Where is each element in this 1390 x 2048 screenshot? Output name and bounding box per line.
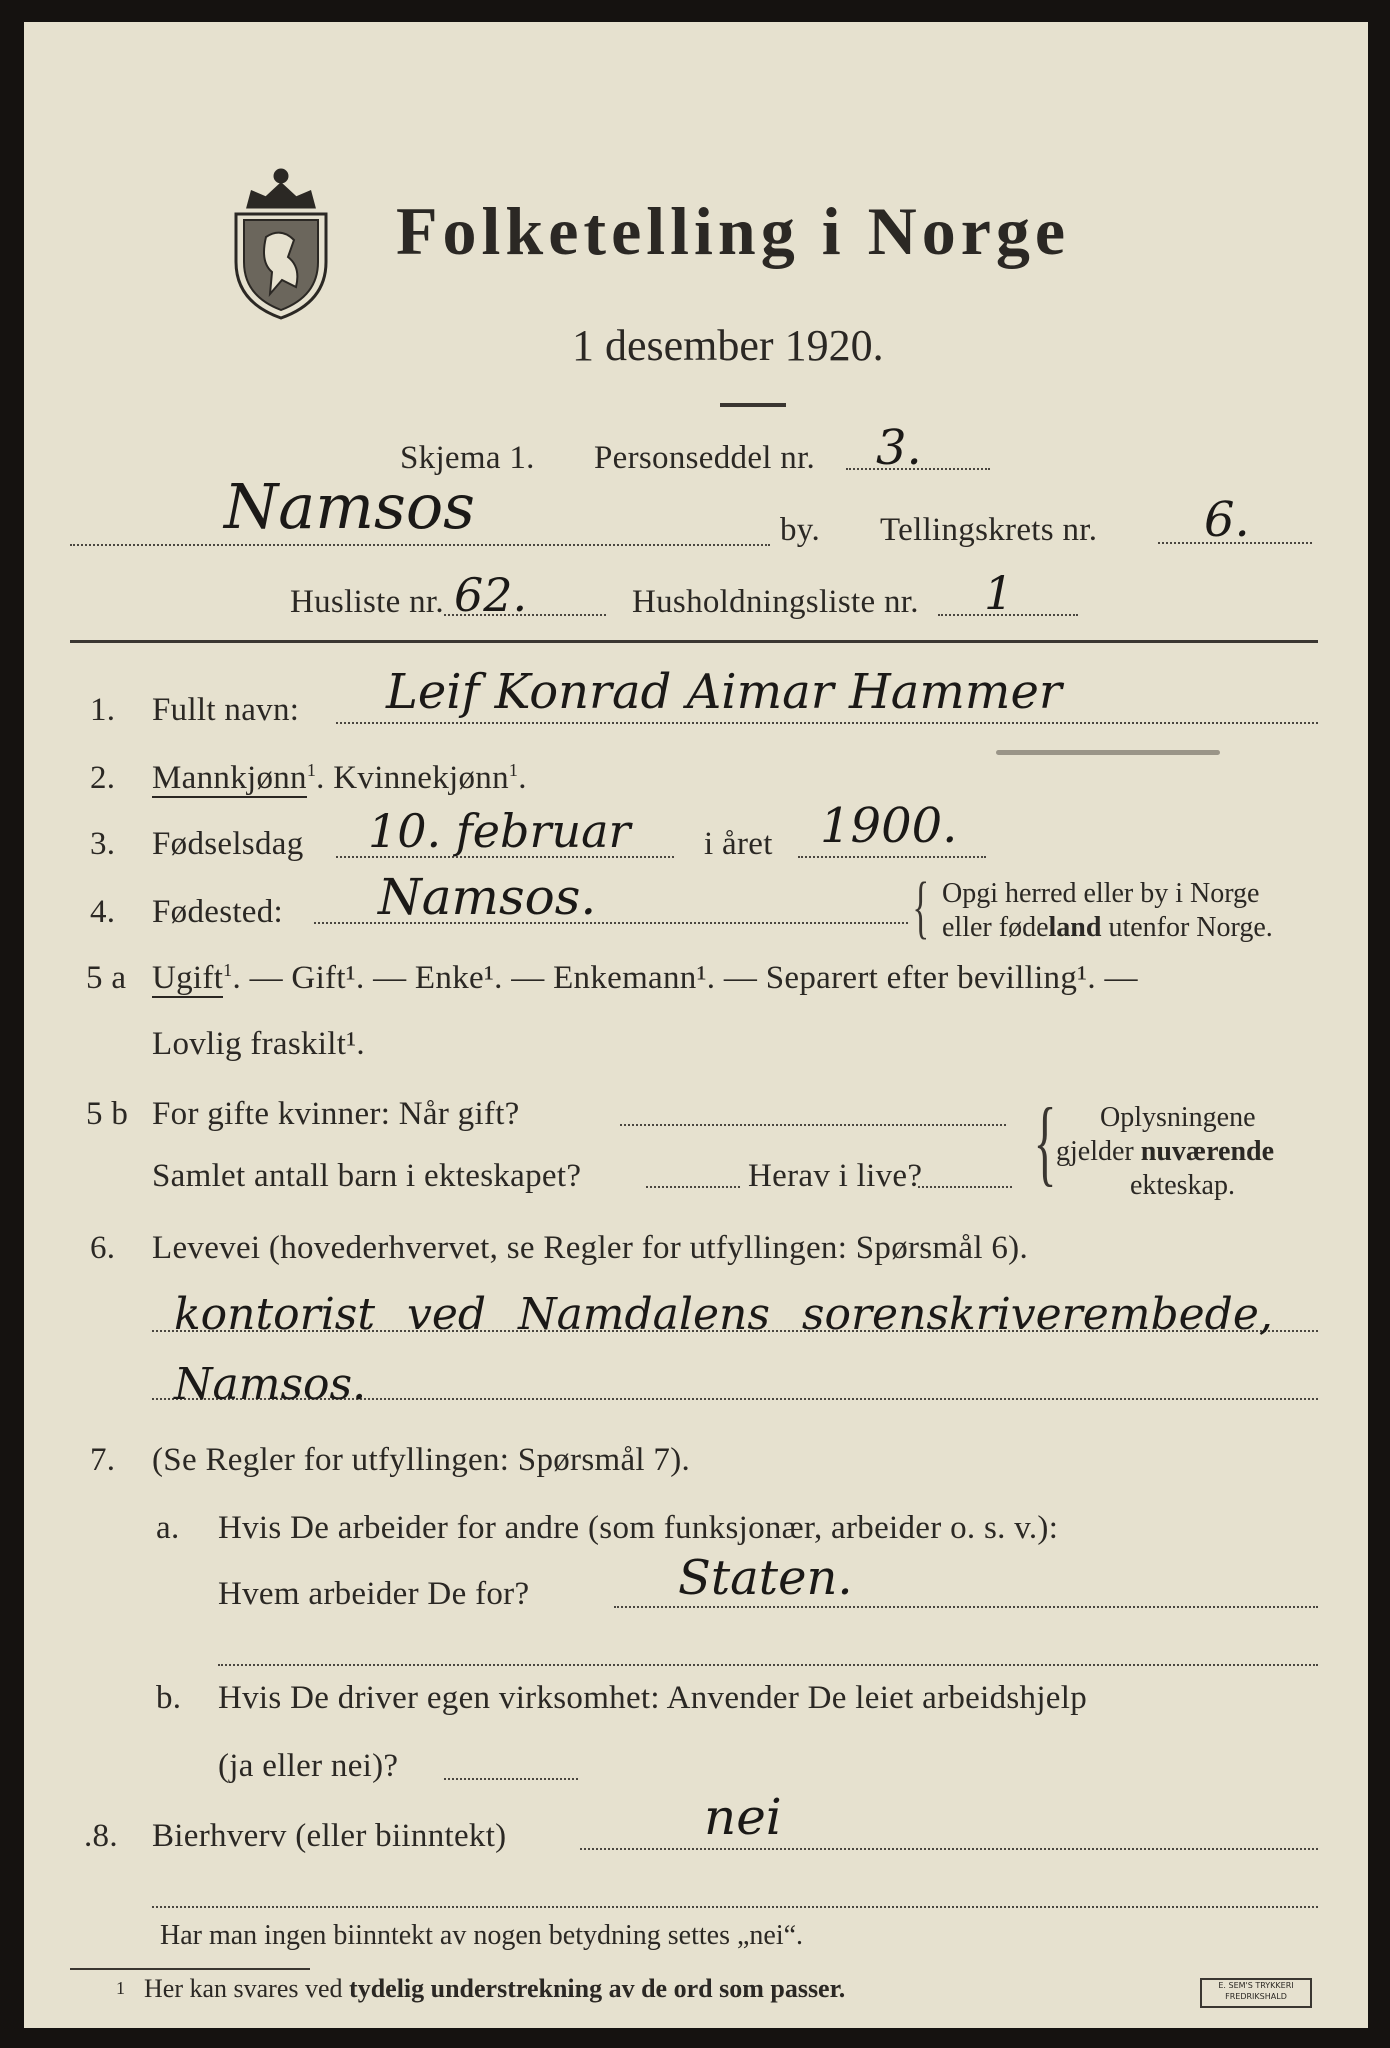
q5a-ugift-option-underlined[interactable]: Ugift: [152, 960, 224, 996]
smudge-mark: [996, 750, 1220, 755]
personseddel-value[interactable]: 3.: [876, 420, 922, 476]
q2-number: 2.: [90, 760, 116, 796]
skjema-label: Skjema 1.: [400, 440, 535, 476]
q5a-ugift-footnote: 1: [223, 960, 233, 980]
q7a-line2: Hvem arbeider De for?: [218, 1576, 530, 1612]
q5b-alive-field-line: [918, 1186, 1012, 1188]
q5b-line1: For gifte kvinner: Når gift?: [152, 1096, 520, 1132]
q7a-employer-value[interactable]: Staten.: [678, 1550, 853, 1606]
q2-female-option[interactable]: Kvinnekjønn: [333, 760, 509, 796]
q4-note-bold: land: [1048, 912, 1102, 943]
q2-male-option-underlined[interactable]: Mannkjønn: [152, 760, 307, 796]
q4-label: Fødested:: [152, 894, 284, 930]
q5b-line2a: Samlet antall barn i ekteskapet?: [152, 1158, 582, 1194]
q1-field-line: [336, 722, 1318, 724]
q5b-number: 5 b: [86, 1096, 129, 1132]
q5b-note-line3: ekteskap.: [1130, 1170, 1235, 1201]
q2-female-footnote: 1: [508, 760, 519, 780]
q3-year-field-line: [798, 856, 986, 858]
footnote-text: [144, 1974, 845, 2004]
personseddel-label: Personseddel nr.: [594, 440, 816, 476]
q7a-field-line: [614, 1606, 1318, 1608]
q1-label: Fullt navn:: [152, 692, 300, 728]
q7a-number: a.: [156, 1510, 180, 1546]
q5b-note-line1: Oplysningene: [1100, 1102, 1256, 1133]
q3-year-value[interactable]: 1900.: [820, 798, 958, 854]
q1-number: 1.: [90, 692, 116, 728]
q2-male-footnote: 1: [306, 760, 317, 780]
q2-end-period: .: [518, 760, 527, 796]
q7-label: (Se Regler for utfyllingen: Spørsmål 7).: [152, 1442, 691, 1478]
by-label: by.: [780, 512, 821, 548]
q8-number: .8.: [84, 1818, 118, 1854]
q4-note-line2: [942, 912, 1273, 944]
q4-note-part1: eller føde: [942, 912, 1049, 943]
q5b-children-field-line: [646, 1186, 740, 1188]
tellingskrets-value[interactable]: 6.: [1204, 492, 1250, 548]
husholdning-value[interactable]: 1: [984, 566, 1014, 620]
q5b-note-bold: nuværende: [1140, 1136, 1275, 1167]
footnote-rule: [70, 1968, 310, 1970]
norway-coat-of-arms-emblem: [226, 162, 336, 322]
husliste-label: Husliste nr.: [290, 584, 444, 620]
q6-number: 6.: [90, 1230, 116, 1266]
header-rule: [70, 640, 1318, 643]
q8-side-income-value[interactable]: nei: [704, 1788, 782, 1846]
printer-stamp: E. SEM'S TRYKKERI FREDRIKSHALD: [1200, 1978, 1312, 2008]
q4-birthplace-value[interactable]: Namsos.: [378, 868, 597, 926]
husholdning-label: Husholdningsliste nr.: [632, 584, 919, 620]
husliste-value[interactable]: 62.: [454, 568, 528, 622]
q3-birthday-value[interactable]: 10. februar: [368, 804, 631, 858]
q6-label: Levevei (hovederhvervet, se Regler for utfyllingen: Spørsmål 6).: [152, 1230, 1029, 1266]
by-value[interactable]: Namsos: [224, 470, 475, 543]
form-title: Folketelling i Norge: [396, 193, 1071, 269]
q4-number: 4.: [90, 894, 116, 930]
title-divider: [720, 403, 786, 407]
by-field-line: [70, 544, 770, 546]
q5b-note-part1: gjelder: [1056, 1136, 1134, 1167]
tellingskrets-label: Tellingskrets nr.: [880, 512, 1098, 548]
q8-field-line-2: [152, 1906, 1318, 1908]
q5a-other-options[interactable]: . — Gift¹. — Enke¹. — Enkemann¹. — Separert efter bevilling¹. —: [232, 960, 1138, 996]
footer-note: Har man ingen biinntekt av nogen betydning settes „nei“.: [160, 1920, 804, 1951]
q7b-line2: (ja eller nei)?: [218, 1748, 399, 1784]
q6-occupation-value[interactable]: kontorist ved Namdalens sorenskriverembede, Namsos.: [174, 1289, 1273, 1410]
q5b-line2b: Herav i live?: [748, 1158, 923, 1194]
q7b-line1: Hvis De driver egen virksomhet: Anvender De leiet arbeidshjelp: [218, 1680, 1088, 1716]
q7b-field-line: [444, 1778, 578, 1780]
q7a-field-line-2: [218, 1664, 1318, 1666]
footnote-bold: tydelig understrekning av de ord som passer.: [349, 1974, 846, 2003]
q8-field-line: [580, 1848, 1318, 1850]
q3-label: Fødselsdag: [152, 826, 304, 862]
q4-note-line1: Opgi herred eller by i Norge: [942, 878, 1260, 909]
footnote-number: 1: [116, 1978, 125, 1998]
q2-sex-options: [152, 760, 527, 797]
q3-number: 3.: [90, 826, 116, 862]
q7a-line1: Hvis De arbeider for andre (som funksjonær, arbeider o. s. v.):: [218, 1510, 1059, 1546]
q4-note-brace: {: [912, 869, 930, 946]
q7b-number: b.: [156, 1680, 182, 1716]
q5b-note-brace: {: [1033, 1088, 1057, 1195]
q2-separator: .: [316, 760, 325, 796]
q7-number: 7.: [90, 1442, 116, 1478]
q5a-marital-options: [152, 960, 1138, 997]
census-form: [24, 22, 1368, 2028]
footnote-part1: Her kan svares ved: [144, 1974, 343, 2003]
q5a-number: 5 a: [86, 960, 127, 996]
q4-note-part2: utenfor Norge.: [1108, 912, 1273, 943]
q8-label: Bierhverv (eller biinntekt): [152, 1818, 507, 1854]
q5b-note-line2: [1056, 1136, 1274, 1168]
census-date: 1 desember 1920.: [572, 321, 884, 370]
q1-full-name-value[interactable]: Leif Konrad Aimar Hammer: [386, 664, 1062, 720]
q3-year-label: i året: [704, 826, 773, 862]
q5b-married-field-line: [620, 1124, 1006, 1126]
q5a-line2[interactable]: Lovlig fraskilt¹.: [152, 1026, 365, 1062]
